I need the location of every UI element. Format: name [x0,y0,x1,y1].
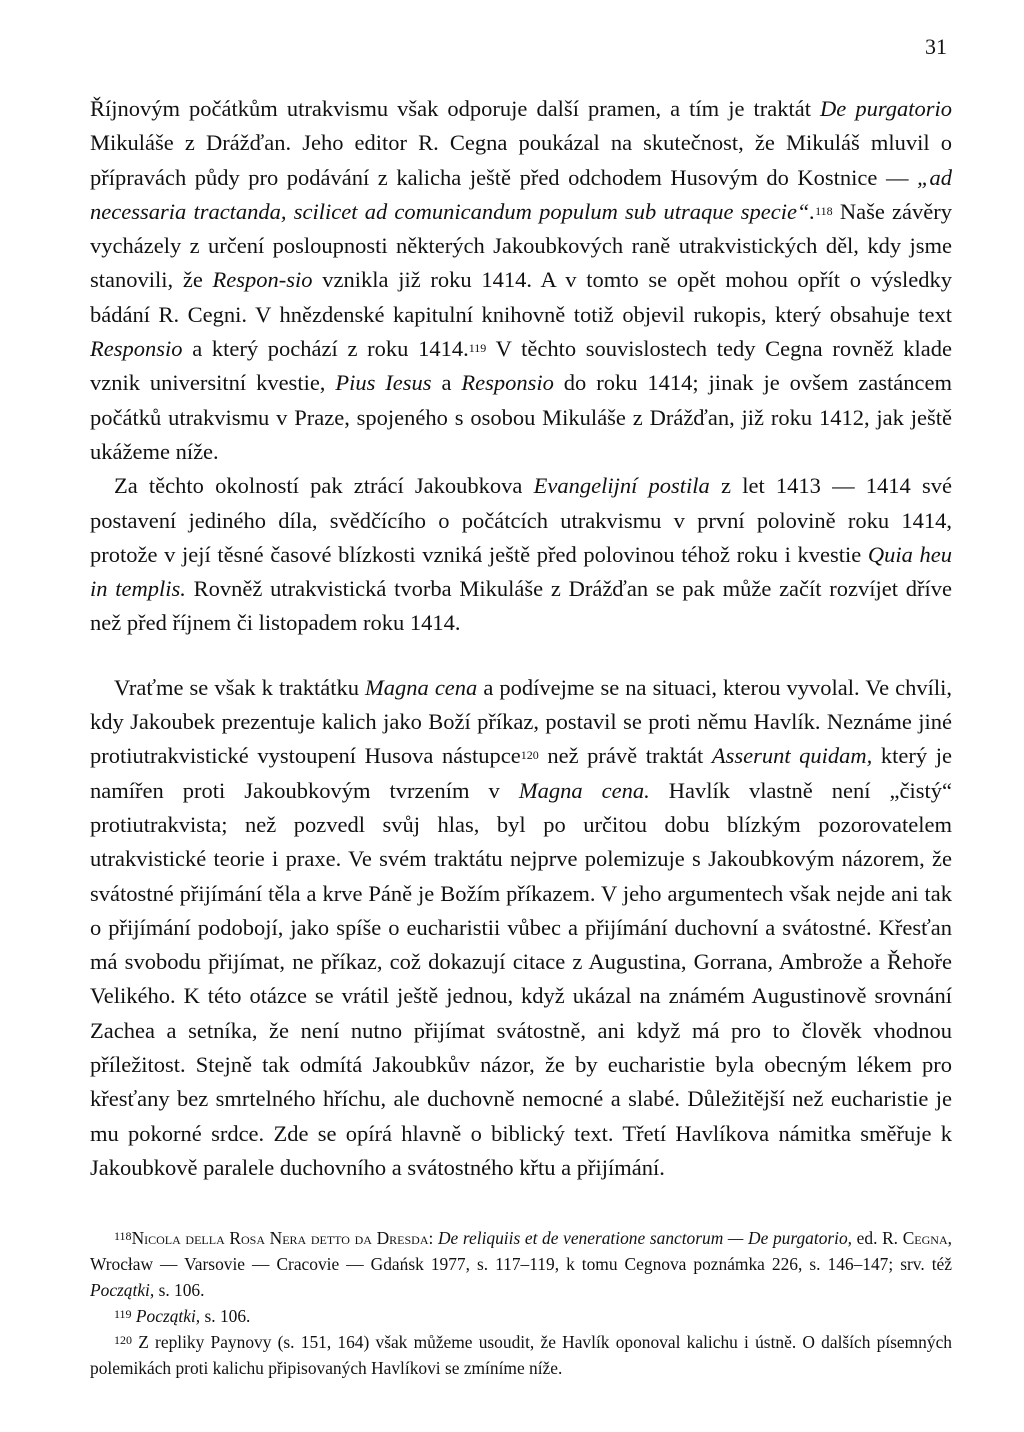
text-run: Za těchto okolností pak ztrácí Jakoubkova [114,473,534,499]
text-run: než právě traktát [538,743,712,769]
text-run: ed. R. [852,1228,903,1248]
footnotes [90,1225,952,1381]
italic-text: Quia heu in templis. [90,541,952,602]
text-run: Z repliky Paynovy (s. 151, 164) však můžeme usoudit, že Havlík oponoval kalichu i ústně. O dalších písemných polemikách proti kalichu připisovaných Havlíkovi se zmíníme níže. [90,1332,952,1378]
italic-text: „ad necessaria tractanda, scilicet ad comunicandum populum sub utraque specie“. [90,164,952,224]
author-name: Nicola della Rosa Nera detto da Dresda [131,1228,429,1248]
text-run: : [428,1228,438,1248]
italic-text: Asserunt quidam, [711,743,873,769]
paragraph [90,671,952,1185]
paragraph [90,92,952,469]
text-run: Naše závěry vycházely z určení posloupnosti některých Jakoubkových raně utrakvistických děl, kdy jsme stanovili, že [90,198,952,293]
italic-text: Responsio [461,370,554,396]
footnote [90,1225,952,1303]
text-run: , Wrocław — Varsovie — Cracovie — Gdańsk 1977, s. 117–119, k tomu Cegnova poznámka 226, s. 146–147; srv. též [90,1228,952,1274]
text-run: s. 106. [154,1280,205,1300]
italic-text: Początki, [90,1280,155,1300]
text-run: Vraťme se však k traktátku [114,674,366,700]
text-run: z let 1413 — 1414 své postavení jediného díla, svědčícího o počátcích utrakvismu v první polovině roku 1414, protože v její těsné časové blízkosti vzniká ještě před polovinou téhož roku i kvestie [90,473,953,567]
italic-text: Respon-sio [212,267,313,293]
paragraph [90,469,952,640]
text-run: do roku 1414; jinak je ovšem zastáncem počátků utrakvismu v Praze, spojeného s osobou Mikuláše z Drážďan, již roku 1412, jak ještě ukážeme níže. [90,370,952,464]
page-number: 31 [925,34,947,59]
text-run: s. 106. [200,1306,251,1326]
author-name: Cegna [902,1228,948,1248]
text-run: Říjnovým počátkům utrakvismu však odporuje další pramen, a tím je traktát [90,96,821,121]
text-run: vznikla již roku 1414. A v tomto se opět mohou opřít o výsledky bádání R. Cegni. V hnězdenské kapitulní knihovně totiž objevil rukopis, který obsahuje text [90,267,952,327]
text-run: Mikuláše z Drážďan. Jeho editor R. Cegna poukázal na skutečnost, že Mikuláš mluvil o přípravách půdy pro podávání z kalicha ještě před odchodem Husovým do Kostnice — [90,130,952,190]
footnote [90,1303,952,1329]
footnote-ref: 118 [815,203,833,218]
italic-text: De purgatorio [820,96,952,121]
footnote-ref: 119 [468,341,487,356]
italic-text: Pius Iesus [335,370,432,396]
italic-text: Evangelijní postila [533,473,710,499]
text-run: Rovněž utrakvistická tvorba Mikuláše z Drážďan se pak může začít rozvíjet dříve než před říjnem či listopadem roku 1414. [90,576,953,636]
footnote-ref: 118 [114,1229,132,1243]
italic-text: Magna cena. [518,777,650,803]
footnote [90,1329,952,1381]
italic-text: Początki, [135,1306,201,1326]
text-run: a [431,370,462,396]
footnote-ref: 119 [114,1307,132,1321]
footnote-ref: 120 [520,748,539,763]
italic-text: Magna cena [365,674,478,700]
footnote-ref: 120 [114,1333,132,1347]
italic-text: De reliquiis et de veneratione sanctorum — De purgatorio, [437,1228,853,1248]
text-run: Havlík vlastně není „čistý“ protiutrakvista; než pozvedl svůj hlas, byl po určitou dobu blízkým pozorovatelem utrakvistické teorie i praxe. Ve svém traktátu nejprve polemizuje s Jakoubkovým názorem, že svátostné přijímání těla a krve Páně je Božím příkazem. V jeho argumentech však nejde ani tak o přijímání podobojí, jako spíše o eucharistii vůbec a přijímání duchovní a svátostné. Křesťan má svobodu přijímat, ne příkaz, což dokazují citace z Augustina, Gorrana, Ambrože a Řehoře Velikého. K této otázce se vrátil ještě jednou, když ukázal na známém Augustinově srovnání Zachea a setníka, že není nutno přijímat svátostně, ani když má pro to člověk vhodnou příležitost. Stejně tak odmítá Jakoubkův názor, že by eucharistie byla obecným lékem pro křesťany bez smrtelného hříchu, ale duchovně nemocné a slabé. Důležitější než eucharistie je mu pokorné srdce. Zde se opírá hlavně o biblický text. Třetí Havlíkova námitka směřuje k Jakoubkově paralele duchovního a svátostného křtu a přijímání. [90,777,952,1180]
main-text [90,92,952,1185]
text-run: který je namířen proti Jakoubkovým tvrzením v [90,743,952,803]
text-run: V těchto souvislostech tedy Cegna rovněž klade vznik universitní kvestie, [90,336,952,396]
text-run: a podívejme se na situaci, kterou vyvolal. Ve chvíli, kdy Jakoubek prezentuje kalich jako Boží příkaz, postavil se proti němu Havlík. Neznáme jiné protiutrakvistické vystoupení Husova nástupce [90,674,952,769]
text-run: a který pochází z roku 1414. [182,336,469,362]
italic-text: Responsio [90,336,183,362]
